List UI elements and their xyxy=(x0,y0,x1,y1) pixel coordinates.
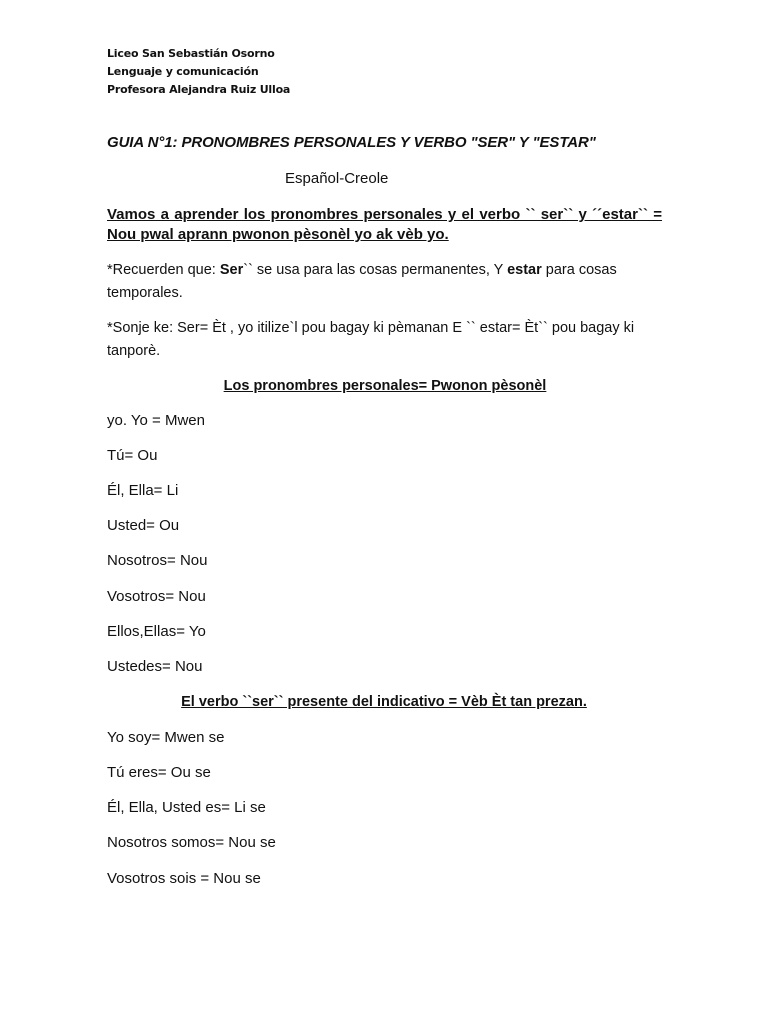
pronoun-item: Ellos,Ellas= Yo xyxy=(107,623,206,640)
intro-paragraph: Vamos a aprender los pronombres personales y el verbo `` ser`` y ´´estar`` = Nou pwal aprann pwonon pèsonèl yo ak vèb yo. xyxy=(107,206,662,243)
estar-term: estar xyxy=(507,262,542,278)
school-name: Liceo San Sebastián Osorno xyxy=(107,47,275,60)
conjugation-item: Yo soy= Mwen se xyxy=(107,729,225,746)
reminder-text: `` se usa para las cosas permanentes, Y xyxy=(243,262,508,278)
verb-ser-heading: El verbo ``ser`` presente del indicativo = Vèb Èt tan prezan. xyxy=(181,694,587,710)
conjugation-item: Nosotros somos= Nou se xyxy=(107,834,276,851)
conjugation-item: Vosotros sois = Nou se xyxy=(107,870,261,887)
reminder-creole: *Sonje ke: Ser= Èt , yo itilize`l pou bagay ki pèmanan E `` estar= Èt`` pou bagay ki tanporè. xyxy=(107,320,635,359)
pronoun-item: Vosotros= Nou xyxy=(107,588,206,605)
pronouns-heading: Los pronombres personales= Pwonon pèsonèl xyxy=(223,378,547,394)
pronoun-item: Nosotros= Nou xyxy=(107,552,208,569)
subject-name: Lenguaje y comunicación xyxy=(107,65,259,78)
teacher-name: Profesora Alejandra Ruiz Ulloa xyxy=(107,83,291,96)
ser-term: Ser xyxy=(219,262,244,278)
reminder-text: para cosas temporales. xyxy=(107,262,617,301)
pronoun-item: Ustedes= Nou xyxy=(107,658,203,675)
document-subtitle: Español-Creole xyxy=(285,170,389,187)
pronoun-item: yo. Yo = Mwen xyxy=(107,412,205,429)
pronoun-item: Tú= Ou xyxy=(107,447,158,464)
pronoun-item: Él, Ella= Li xyxy=(107,482,179,499)
conjugation-item: Tú eres= Ou se xyxy=(107,764,211,781)
document-header xyxy=(107,45,290,99)
document-title: GUIA N°1: PRONOMBRES PERSONALES Y VERBO "SER" Y "ESTAR" xyxy=(107,134,596,151)
pronoun-item: Usted= Ou xyxy=(107,517,180,534)
reminder-text: *Recuerden que: xyxy=(107,262,220,278)
conjugation-item: Él, Ella, Usted es= Li se xyxy=(107,799,266,816)
reminder-spanish xyxy=(107,259,662,305)
